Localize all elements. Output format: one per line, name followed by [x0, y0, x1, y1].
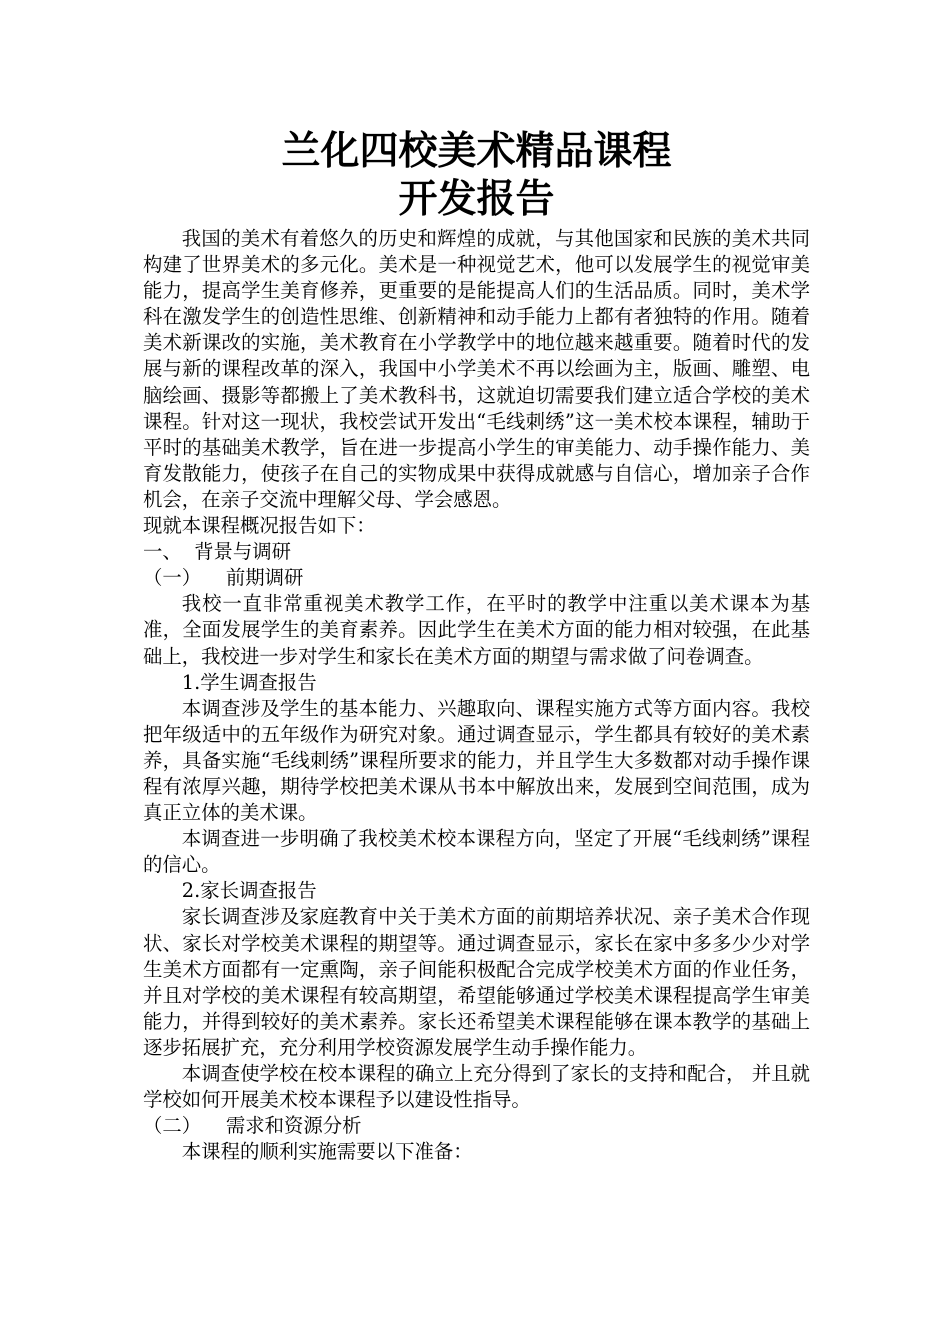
document-body — [143, 226, 810, 1165]
report-lead: 现就本课程概况报告如下： — [143, 514, 376, 538]
subsection-1-paragraph: 我校一直非常重视美术教学工作，在平时的教学中注重以美术课本为基准，全面发展学生的美育素养。因此学生在美术方面的能力相对较强，在此基础上，我校进一步对学生和家长在美术方面的期望与需求做了问卷调查。 — [143, 592, 810, 668]
intro-paragraph: 我国的美术有着悠久的历史和辉煌的成就，与其他国家和民族的美术共同构建了世界美术的多元化。美术是一种视觉艺术，他可以发展学生的视觉审美能力，提高学生美育修养，更重要的是能提高人们的生活品质。同时，美术学科在激发学生的创造性思维、创新精神和动手能力上都有者独特的作用。随着美术新课改的实施，美术教育在小学教学中的地位越来越重要。随着时代的发展与新的课程改革的深入，我国中小学美术不再以绘画为主，版画、雕塑、电脑绘画、摄影等都搬上了美术教科书，这就迫切需要我们建立适合学校的美术课程。针对这一现状，我校尝试开发出“毛线刺绣”这一美术校本课程，辅助于平时的基础美术教学，旨在进一步提高小学生的审美能力、动手操作能力、美育发散能力，使孩子在自己的实物成果中获得成就感与自信心，增加亲子合作机会，在亲子交流中理解父母、学会感恩。 — [143, 227, 810, 511]
item-1-heading: 1.学生调查报告 — [181, 670, 317, 694]
item-2-paragraph-2: 本调查使学校在校本课程的确立上充分得到了家长的支持和配合， 并且就学校如何开展美术校本课程予以建设性指导。 — [143, 1062, 810, 1112]
subsection-1-heading: （一） 前期调研 — [143, 566, 304, 590]
title-line-2: 开发报告 — [398, 177, 555, 222]
document-title — [143, 128, 810, 224]
subsection-2-paragraph: 本课程的顺利实施需要以下准备： — [181, 1140, 473, 1164]
section-1-heading: 一、 背景与调研 — [143, 540, 292, 564]
item-1-paragraph-1: 本调查涉及学生的基本能力、兴趣取向、课程实施方式等方面内容。我校把年级适中的五年级作为研究对象。通过调查显示，学生都具有较好的美术素养，具备实施“毛线刺绣”课程所要求的能力，并且学生大多数都对动手操作课程有浓厚兴趣，期待学校把美术课从书本中解放出来，发展到空间范围，成为真正立体的美术课。 — [143, 696, 810, 825]
subsection-2-heading: （二） 需求和资源分析 — [143, 1114, 362, 1138]
item-1-paragraph-2: 本调查进一步明确了我校美术校本课程方向，坚定了开展“毛线刺绣”课程的信心。 — [143, 827, 810, 877]
item-2-paragraph-1: 家长调查涉及家庭教育中关于美术方面的前期培养状况、亲子美术合作现状、家长对学校美术课程的期望等。通过调查显示，家长在家中多多少少对学生美术方面都有一定熏陶，亲子间能积极配合完成学校美术方面的作业任务，并且对学校的美术课程有较高期望，希望能够通过学校美术课程提高学生审美能力，并得到较好的美术素养。家长还希望美术课程能够在课本教学的基础上逐步拓展扩充，充分利用学校资源发展学生动手操作能力。 — [143, 905, 810, 1059]
title-line-1: 兰化四校美术精品课程 — [281, 129, 672, 174]
item-2-heading: 2.家长调查报告 — [181, 879, 317, 903]
